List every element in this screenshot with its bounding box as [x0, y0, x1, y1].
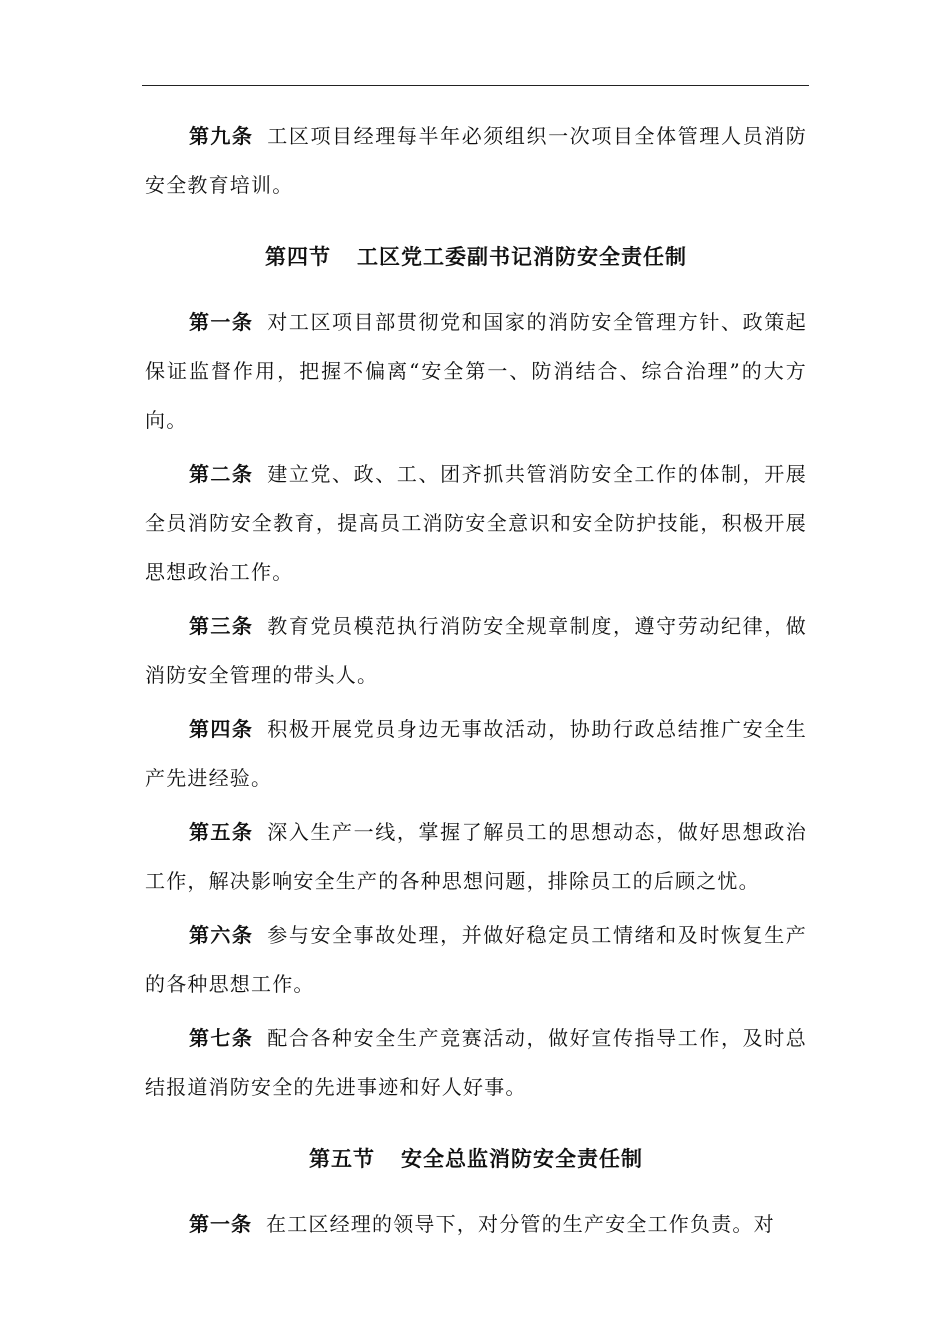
article-text: 工区项目经理每半年必须组织一次项目全体管理人员消防安全教育培训。 — [145, 124, 808, 197]
article-text: 建立党、政、工、团齐抓共管消防安全工作的体制，开展全员消防安全教育，提高员工消防安全意识和安全防护技能，积极开展思想政治工作。 — [145, 462, 808, 584]
article-paragraph — [145, 450, 807, 597]
article-text: 配合各种安全生产竞赛活动，做好宣传指导工作，及时总结报道消防安全的先进事迹和好人好事。 — [145, 1026, 808, 1099]
article-paragraph — [145, 705, 807, 803]
article-paragraph — [145, 602, 807, 700]
section-title: 安全总监消防安全责任制 — [401, 1147, 643, 1171]
article-number: 第六条 — [189, 923, 254, 947]
article-text: 参与安全事故处理，并做好稳定员工情绪和及时恢复生产的各种思想工作。 — [145, 923, 808, 996]
article-number: 第九条 — [189, 124, 254, 148]
header-rule — [142, 85, 809, 86]
section-title: 工区党工委副书记消防安全责任制 — [357, 245, 687, 269]
article-number: 第一条 — [189, 310, 254, 334]
article-paragraph — [145, 112, 807, 210]
article-text: 对工区项目部贯彻党和国家的消防安全管理方针、政策起保证监督作用，把握不偏离“安全第一、防消结合、综合治理”的大方向。 — [145, 310, 808, 432]
section-number: 第五节 — [309, 1147, 375, 1171]
article-number: 第二条 — [189, 462, 254, 486]
article-text: 教育党员模范执行消防安全规章制度，遵守劳动纪律，做消防安全管理的带头人。 — [145, 614, 808, 687]
article-number: 第一条 — [189, 1212, 252, 1236]
article-paragraph — [145, 808, 807, 906]
article-paragraph — [145, 1014, 807, 1112]
article-number: 第三条 — [189, 614, 254, 638]
section-heading — [145, 1134, 807, 1184]
article-paragraph — [145, 298, 807, 445]
document-body — [145, 112, 807, 1254]
article-text: 在工区经理的领导下，对分管的生产安全工作负责。对 — [266, 1212, 775, 1236]
article-number: 第四条 — [189, 717, 254, 741]
article-text: 深入生产一线，掌握了解员工的思想动态，做好思想政治工作，解决影响安全生产的各种思想问题，排除员工的后顾之忧。 — [145, 820, 808, 893]
section-number: 第四节 — [265, 245, 331, 269]
article-paragraph — [145, 1200, 807, 1249]
section-heading — [145, 232, 807, 282]
article-number: 第五条 — [189, 820, 254, 844]
article-paragraph — [145, 911, 807, 1009]
article-number: 第七条 — [189, 1026, 254, 1050]
article-text: 积极开展党员身边无事故活动，协助行政总结推广安全生产先进经验。 — [145, 717, 808, 790]
